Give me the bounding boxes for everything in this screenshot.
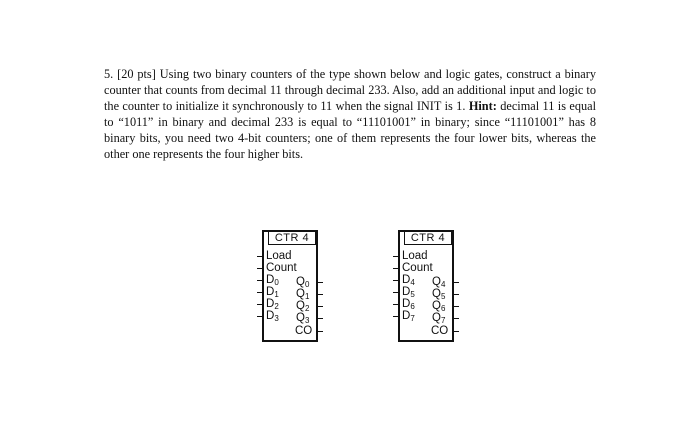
input-d7: $D_7$ bbox=[402, 310, 415, 323]
counter-title: CTR 4 bbox=[268, 231, 316, 245]
count-pin bbox=[393, 268, 399, 269]
q3-pin bbox=[317, 318, 323, 319]
co-pin bbox=[453, 331, 459, 332]
input-d1: $D_1$ bbox=[266, 286, 279, 299]
q1-pin bbox=[317, 294, 323, 295]
q0-pin bbox=[317, 282, 323, 283]
output-q4: $Q_4$ bbox=[432, 276, 446, 289]
input-d4: $D_4$ bbox=[402, 274, 415, 287]
load-pin bbox=[393, 256, 399, 257]
q2-pin bbox=[317, 306, 323, 307]
input-d0: $D_0$ bbox=[266, 274, 279, 287]
d1-pin bbox=[257, 292, 263, 293]
output-q6: $Q_6$ bbox=[432, 300, 446, 313]
input-d3: $D_3$ bbox=[266, 310, 279, 323]
co-pin bbox=[317, 331, 323, 332]
count-label: Count bbox=[402, 262, 433, 274]
output-q1: $Q_1$ bbox=[296, 288, 310, 301]
q6-pin bbox=[453, 306, 459, 307]
input-d6: $D_6$ bbox=[402, 298, 415, 311]
carry-out-label: CO bbox=[295, 325, 313, 337]
count-pin bbox=[257, 268, 263, 269]
problem-text-part2: decimal 11 is equal to “1011” in binary and decimal 233 is equal to “11101001” in binary; since “11101001” has 8 binary bits, you need two 4-bit counters; one of them represents the four lower bits, whereas the other one represents the four higher bits. bbox=[104, 99, 597, 161]
q7-pin bbox=[453, 318, 459, 319]
d7-pin bbox=[393, 316, 399, 317]
output-q0: $Q_0$ bbox=[296, 276, 310, 289]
problem-points: [20 pts] bbox=[117, 67, 156, 81]
output-q5: $Q_5$ bbox=[432, 288, 446, 301]
counter-block-high bbox=[398, 230, 454, 342]
load-label: Load bbox=[266, 250, 292, 262]
load-pin bbox=[257, 256, 263, 257]
d0-pin bbox=[257, 280, 263, 281]
problem-number: 5. bbox=[104, 67, 114, 81]
hint-label: Hint: bbox=[468, 99, 497, 113]
input-d2: $D_2$ bbox=[266, 298, 279, 311]
d3-pin bbox=[257, 316, 263, 317]
counter-title: CTR 4 bbox=[404, 231, 452, 245]
output-q3: $Q_3$ bbox=[296, 312, 310, 325]
counter-block-low bbox=[262, 230, 318, 342]
problem-text-part1: Using two binary counters of the type shown below and logic gates, construct a binary counter that counts from decimal 11 through decimal 233. Also, add an additional input and logic to the counter to initialize it synchronously to 11 when the signal INIT is 1. bbox=[104, 67, 597, 113]
load-label: Load bbox=[402, 250, 428, 262]
carry-out-label: CO bbox=[431, 325, 449, 337]
q5-pin bbox=[453, 294, 459, 295]
d4-pin bbox=[393, 280, 399, 281]
d6-pin bbox=[393, 304, 399, 305]
d5-pin bbox=[393, 292, 399, 293]
d2-pin bbox=[257, 304, 263, 305]
count-label: Count bbox=[266, 262, 297, 274]
output-q7: $Q_7$ bbox=[432, 312, 446, 325]
problem-statement bbox=[104, 66, 596, 162]
q4-pin bbox=[453, 282, 459, 283]
input-d5: $D_5$ bbox=[402, 286, 415, 299]
output-q2: $Q_2$ bbox=[296, 300, 310, 313]
